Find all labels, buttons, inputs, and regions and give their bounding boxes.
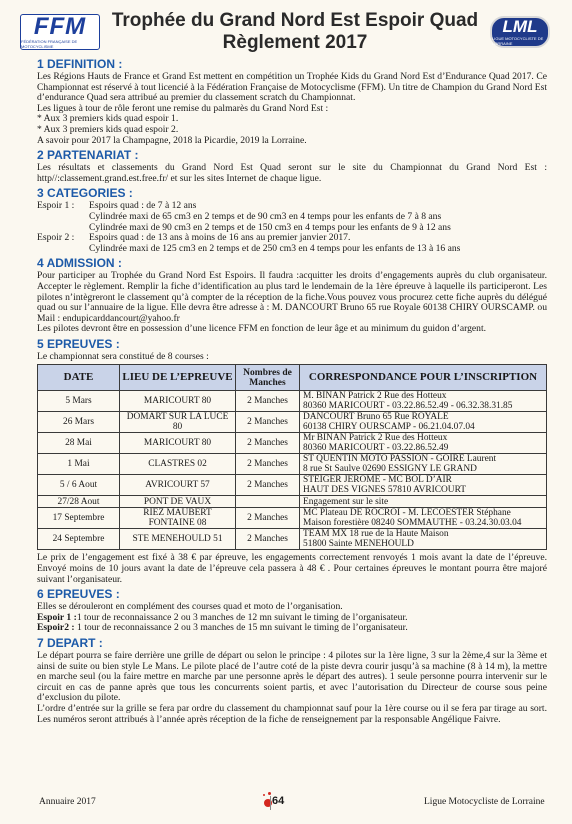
correspondance-line: Maison forestière 08240 SOMMAUTHE - 03.24.30.03.04 <box>303 518 522 529</box>
correspondance-line: TEAM MX 18 rue de la Haute Maison <box>303 529 449 540</box>
cell-correspondance <box>300 475 547 496</box>
epreuves-intro: Le championnat sera constitué de 8 courses : <box>37 350 209 362</box>
correspondance-line: M. BINAN Patrick 2 Rue des Hotteux <box>303 391 447 402</box>
ffm-logo <box>20 14 100 50</box>
table-row <box>38 454 547 475</box>
table-row <box>38 529 547 550</box>
table-header-date: DATE <box>38 365 120 391</box>
cell-manches: 2 Manches <box>236 475 300 496</box>
cell-manches: 2 Manches <box>236 412 300 433</box>
section-heading-partenariat: 2 PARTENARIAT : <box>37 148 139 163</box>
cell-date: 5 / 6 Aout <box>38 475 120 496</box>
cell-date: 27/28 Aout <box>38 496 120 508</box>
category-key: Espoir 2 : <box>37 232 75 244</box>
footer-divider <box>270 796 271 810</box>
category-key: Espoir 1 : <box>37 200 75 212</box>
footer-dot-icon <box>263 794 265 796</box>
cell-date: 5 Mars <box>38 391 120 412</box>
category-detail: Cylindrée maxi de 125 cm3 en 2 temps et de 250 cm3 en 4 temps pour les enfants de 13 à 16 ans <box>89 242 461 254</box>
definition-bullet: * Aux 3 premiers kids quad espoir 1. <box>37 113 179 125</box>
correspondance-line: ST QUENTIN MOTO PASSION - GOIRE Laurent <box>303 454 497 465</box>
category-detail: Cylindrée maxi de 90 cm3 en 2 temps et de 150 cm3 en 4 temps pour les enfants de 9 à 12 ans <box>89 221 451 233</box>
lml-logo-text: LML <box>502 17 538 36</box>
page-number: 64 <box>272 795 285 807</box>
cell-date: 17 Septembre <box>38 508 120 529</box>
engagement-price-paragraph: Le prix de l’engagement est fixé à 38 € par épreuve, les engagements correctement renvoyés 1 mois avant la date de l’épreuve. Envoyé moins de 10 jours avant la date de l’épreuve cela passera à 48 € . Pour certaines épreuves le montant pourra être majoré suivant l’organisateur. <box>37 552 547 585</box>
category-detail: Cylindrée maxi de 65 cm3 en 2 temps et de 90 cm3 en 4 temps pour les enfants de 7 à 8 ans <box>89 210 442 222</box>
cell-correspondance <box>300 508 547 529</box>
cell-lieu: AVRICOURT 57 <box>120 475 236 496</box>
definition-paragraph: Les Régions Hauts de France et Grand Est mettent en compétition un Trophée Kids du Grand Nord Est d’Endurance Quad 2017. Ce Championnat est réservé à tout licencié à la Fédération Française de Motocyclisme (FFM). Un titre de Champion du Grand Nord Est d’endurance Quad sera attribué au premier du classement scratch du Championnat. <box>37 71 547 104</box>
lml-logo <box>490 16 550 48</box>
cell-lieu: CLASTRES 02 <box>120 454 236 475</box>
cell-lieu: MARICOURT 80 <box>120 433 236 454</box>
footer <box>0 795 572 811</box>
table-row <box>38 508 547 529</box>
correspondance-line: MC Plateau DE ROCROI - M. LECOESTER Stéphane <box>303 508 511 519</box>
category-value: Espoirs quad : de 13 ans à moins de 16 ans au premier janvier 2017. <box>89 232 351 244</box>
epreuves-6-espoir-2 <box>37 623 547 634</box>
espoir-1-text: 1 tour de reconnaissance 2 ou 3 manches de 12 mn suivant le timing de l’organisateur. <box>76 611 408 623</box>
correspondance-line: Engagement sur le site <box>303 496 389 507</box>
table-header-manches: Nombres de Manches <box>236 365 300 391</box>
page-title <box>110 10 480 54</box>
depart-paragraph: Le départ pourra se faire derrière une grille de départ ou selon le principe : 4 pilotes sur la 1ère ligne, 3 sur la 2ème,4 sur la 3ème et ainsi de suite ou bien style Le Mans. Le pilote placé de l’autre coté de la piste devra courir jusqu’à sa machine (8 à 14 m), la mettre en marche seul (ou la faire mettre en marche par une personne après le départ des autres). 1 seule personne pourra intervenir sur le circuit en cas de panne après que tous les concurrents soient partis, et avec l’autorisation du Directeur de course sous peine d’exclusion du pilote. <box>37 650 547 704</box>
title-line-1: Trophée du Grand Nord Est Espoir Quad <box>111 10 479 31</box>
cell-correspondance <box>300 496 547 508</box>
section-heading-epreuves: 5 EPREUVES : <box>37 336 120 351</box>
table-header-lieu: LIEU DE L’EPREUVE <box>120 365 236 391</box>
table-header-correspondance: CORRESPONDANCE POUR L’INSCRIPTION <box>300 365 547 391</box>
cell-correspondance <box>300 412 547 433</box>
correspondance-line: 51800 Sainte MENEHOULD <box>303 539 414 550</box>
cell-manches <box>236 496 300 508</box>
correspondance-line: 80360 MARICOURT - 03.22.86.52.49 - 06.32.38.31.85 <box>303 401 513 412</box>
correspondance-line: 80360 MARICOURT - 03.22.86.52.49 <box>303 443 449 454</box>
section-heading-depart: 7 DEPART : <box>37 636 103 651</box>
admission-paragraph: Les pilotes devront être en possession d’une licence FFM en fonction de leur âge et au minimum du guidon d’argent. <box>37 323 487 335</box>
cell-correspondance <box>300 391 547 412</box>
cell-date: 1 Mai <box>38 454 120 475</box>
title-line-2: Règlement 2017 <box>222 32 368 53</box>
section-heading-categories: 3 CATEGORIES : <box>37 186 133 201</box>
table-row <box>38 433 547 454</box>
table-row <box>38 391 547 412</box>
category-value: Espoirs quad : de 7 à 12 ans <box>89 200 197 212</box>
cell-manches: 2 Manches <box>236 433 300 454</box>
cell-lieu: DOMART SUR LA LUCE 80 <box>120 412 236 433</box>
ffm-logo-subtext: FÉDÉRATION FRANÇAISE DE MOTOCYCLISME <box>21 39 78 49</box>
footer-right: Ligue Motocycliste de Lorraine <box>424 797 545 807</box>
espoir-2-label: Espoir2 : <box>37 622 75 634</box>
correspondance-line: 8 rue St Saulve 02690 ESSIGNY LE GRAND <box>303 464 477 475</box>
correspondance-line: Mr BINAN Patrick 2 Rue des Hotteux <box>303 433 448 444</box>
cell-correspondance <box>300 433 547 454</box>
epreuves-6-paragraph: Elles se dérouleront en complément des courses quad et moto de l’organisation. <box>37 601 343 613</box>
definition-paragraph: Les ligues à tour de rôle feront une remise du palmarès du Grand Nord Est : <box>37 102 329 114</box>
cell-manches: 2 Manches <box>236 454 300 475</box>
admission-paragraph: Pour participer au Trophée du Grand Nord Est Espoirs. Il faudra :acquitter les droits d’engagements auprès du club organisateur. Accepter le règlement. Remplir la fiche d’identification au plus tard le lendemain de la 1ère épreuve à laquelle ils participeront. Les pilotes n’intègreront le classement qu’à compter de la réception de la fiche.Vous pouvez vous procurez cette fiche auprès du délégué quad ou sur l’annuaire de la ligue. Elle devra être adresse à : M. DANCOURT Bruno 65 rue Royale 60138 CHIRY OURSCAMP. ou Mail : endupicarddancourt@yahoo.fr <box>37 270 547 324</box>
definition-paragraph: A savoir pour 2017 la Champagne, 2018 la Picardie, 2019 la Lorraine. <box>37 134 307 146</box>
table-row <box>38 475 547 496</box>
cell-lieu: PONT DE VAUX <box>120 496 236 508</box>
espoir-1-label: Espoir 1 : <box>37 611 77 623</box>
content <box>37 55 547 725</box>
cell-correspondance <box>300 529 547 550</box>
correspondance-line: DANCOURT Bruno 65 Rue ROYALE <box>303 412 449 423</box>
correspondance-line: 60138 CHIRY OURSCAMP - 06.21.04.07.04 <box>303 422 475 433</box>
correspondance-line: HAUT DES VIGNES 57810 AVRICOURT <box>303 485 466 496</box>
table-row <box>38 496 547 508</box>
table-row <box>38 412 547 433</box>
ffm-logo-text: FFM <box>33 13 87 40</box>
courses-table <box>37 364 547 550</box>
section-heading-definition: 1 DEFINITION : <box>37 57 123 71</box>
table-header-row <box>38 365 547 391</box>
footer-dot-icon <box>268 792 271 795</box>
lml-logo-subtext: LIGUE MOTOCYCLISTE DE LORRAINE <box>492 36 544 46</box>
cell-manches: 2 Manches <box>236 529 300 550</box>
cell-lieu: MARICOURT 80 <box>120 391 236 412</box>
correspondance-line: STEIGER JEROME - MC BOL D’AIR <box>303 475 452 486</box>
section-heading-admission: 4 ADMISSION : <box>37 256 122 271</box>
espoir-2-text: 1 tour de reconnaissance 2 ou 3 manches de 15 mn suivant le timing de l’organisateur. <box>74 622 408 634</box>
partenariat-paragraph: Les résultats et classements du Grand Nord Est Quad seront sur le site du Championnat du Grand Nord Est : http//:classement.grand.est.free.fr/ et sur les sites Internet de chaque ligue. <box>37 162 547 184</box>
cell-manches: 2 Manches <box>236 391 300 412</box>
cell-manches: 2 Manches <box>236 508 300 529</box>
courses-table-body <box>38 391 547 550</box>
cell-correspondance <box>300 454 547 475</box>
cell-date: 28 Mai <box>38 433 120 454</box>
definition-bullet: * Aux 3 premiers kids quad espoir 2. <box>37 123 179 135</box>
cell-lieu: RIEZ MAUBERT FONTAINE 08 <box>120 508 236 529</box>
depart-paragraph: L’ordre d’entrée sur la grille se fera par ordre du classement du championnat sauf pour la 1ère course ou il se fera par tirage au sort. Les numéros seront attribués à l’année après réception de la fiche de renseignement par la responsable Angélique Faivre. <box>37 703 547 725</box>
section-heading-epreuves-6: 6 EPREUVES : <box>37 587 120 602</box>
cell-lieu: STE MENEHOULD 51 <box>120 529 236 550</box>
cell-date: 24 Septembre <box>38 529 120 550</box>
cell-date: 26 Mars <box>38 412 120 433</box>
footer-left: Annuaire 2017 <box>39 797 96 807</box>
